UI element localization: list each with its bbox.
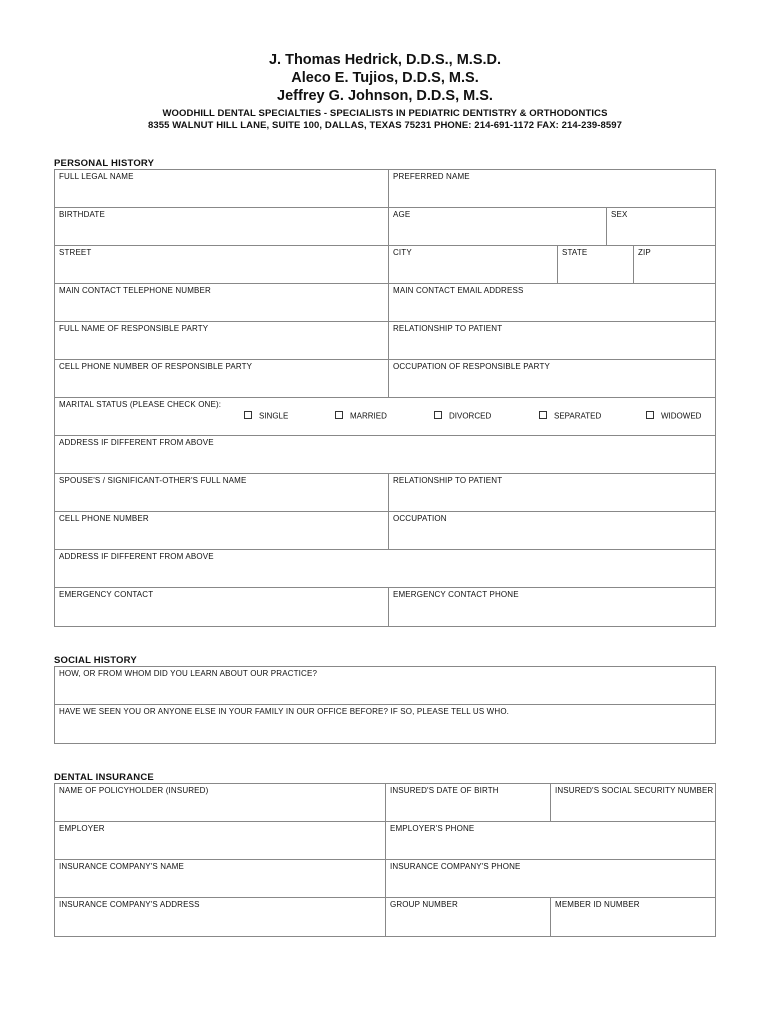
field-label: OCCUPATION [393, 514, 447, 523]
field-label: ADDRESS IF DIFFERENT FROM ABOVE [59, 552, 214, 561]
dental-insurance-table [54, 783, 716, 937]
zip-field[interactable] [633, 246, 717, 283]
table-row [55, 705, 715, 743]
insurance-company-phone-field[interactable] [385, 860, 717, 897]
checkbox[interactable] [646, 411, 654, 419]
field-label: HAVE WE SEEN YOU OR ANYONE ELSE IN YOUR FAMILY IN OUR OFFICE BEFORE? IF SO, PLEASE TELL US WHO. [59, 707, 510, 716]
field-label: NAME OF POLICYHOLDER (INSURED) [59, 786, 209, 795]
field-label: CITY [393, 248, 412, 257]
sex-field[interactable] [606, 208, 717, 245]
field-label: ZIP [638, 248, 651, 257]
field-label: MEMBER ID NUMBER [555, 900, 640, 909]
spouse-relationship-field[interactable] [388, 474, 717, 511]
street-field[interactable] [55, 246, 388, 283]
field-label: OCCUPATION OF RESPONSIBLE PARTY [393, 362, 550, 371]
dental-insurance-title: DENTAL INSURANCE [54, 772, 154, 783]
table-row [55, 436, 715, 474]
table-row [55, 474, 715, 512]
table-row [55, 170, 715, 208]
employer-field[interactable] [55, 822, 385, 859]
field-label: PREFERRED NAME [393, 172, 470, 181]
table-row [55, 246, 715, 284]
responsible-cell-field[interactable] [55, 360, 388, 397]
field-label: EMERGENCY CONTACT PHONE [393, 590, 519, 599]
checkbox[interactable] [244, 411, 252, 419]
preferred-name-field[interactable] [388, 170, 717, 207]
address-different-field[interactable] [55, 436, 717, 473]
spouse-cell-field[interactable] [55, 512, 388, 549]
field-label: EMPLOYER [59, 824, 105, 833]
table-row [55, 860, 715, 898]
field-label: MAIN CONTACT EMAIL ADDRESS [393, 286, 524, 295]
field-label: EMPLOYER'S PHONE [390, 824, 475, 833]
field-label: AGE [393, 210, 411, 219]
field-label: FULL NAME OF RESPONSIBLE PARTY [59, 324, 209, 333]
personal-history-table [54, 169, 716, 627]
insured-ssn-field[interactable] [550, 784, 717, 821]
marital-status-row [55, 398, 715, 436]
marital-option-separated[interactable]: SEPARATED [539, 411, 601, 421]
field-label: ADDRESS IF DIFFERENT FROM ABOVE [59, 438, 214, 447]
field-label: RELATIONSHIP TO PATIENT [393, 476, 503, 485]
table-row [55, 822, 715, 860]
spouse-name-field[interactable] [55, 474, 388, 511]
personal-history-title: PERSONAL HISTORY [54, 158, 155, 169]
table-row [55, 512, 715, 550]
field-label: INSURANCE COMPANY'S NAME [59, 862, 184, 871]
table-row [55, 360, 715, 398]
main-phone-field[interactable] [55, 284, 388, 321]
marital-option-widowed[interactable]: WIDOWED [646, 411, 701, 421]
field-label: INSURED'S SOCIAL SECURITY NUMBER [555, 786, 714, 795]
doctor-name-1: J. Thomas Hedrick, D.D.S., M.S.D. [268, 52, 502, 68]
field-label: FULL LEGAL NAME [59, 172, 134, 181]
table-row [55, 550, 715, 588]
marital-option-divorced[interactable]: DIVORCED [434, 411, 491, 421]
full-legal-name-field[interactable] [55, 170, 388, 207]
practice-address: 8355 WALNUT HILL LANE, SUITE 100, DALLAS, TEXAS 75231 PHONE: 214-691-1172 FAX: 214-239-8597 [147, 120, 623, 131]
table-row [55, 284, 715, 322]
practice-name: WOODHILL DENTAL SPECIALTIES - SPECIALISTS IN PEDIATRIC DENTISTRY & ORTHODONTICS [162, 108, 608, 119]
social-history-title: SOCIAL HISTORY [54, 655, 137, 666]
field-label: CELL PHONE NUMBER OF RESPONSIBLE PARTY [59, 362, 253, 371]
field-label: INSURED'S DATE OF BIRTH [390, 786, 499, 795]
checkbox[interactable] [434, 411, 442, 419]
group-number-field[interactable] [385, 898, 550, 936]
spouse-address-different-field[interactable] [55, 550, 717, 587]
field-label: SEX [611, 210, 628, 219]
doctor-name-2: Aleco E. Tujios, D.D.S, M.S. [291, 70, 479, 86]
table-row [55, 208, 715, 246]
checkbox[interactable] [335, 411, 343, 419]
doctor-name-3: Jeffrey G. Johnson, D.D.S, M.S. [277, 88, 493, 104]
spouse-occupation-field[interactable] [388, 512, 717, 549]
marital-option-married[interactable]: MARRIED [335, 411, 387, 421]
field-label: HOW, OR FROM WHOM DID YOU LEARN ABOUT OUR PRACTICE? [59, 669, 318, 678]
form-header [0, 51, 770, 132]
insurance-company-address-field[interactable] [55, 898, 385, 936]
responsible-occupation-field[interactable] [388, 360, 717, 397]
table-row [55, 784, 715, 822]
employer-phone-field[interactable] [385, 822, 717, 859]
member-id-field[interactable] [550, 898, 717, 936]
checkbox[interactable] [539, 411, 547, 419]
relationship-field[interactable] [388, 322, 717, 359]
social-history-table [54, 666, 716, 744]
insurance-company-name-field[interactable] [55, 860, 385, 897]
marital-status-field [55, 398, 717, 435]
age-field[interactable] [388, 208, 606, 245]
table-row [55, 322, 715, 360]
birthdate-field[interactable] [55, 208, 388, 245]
field-label: STREET [59, 248, 92, 257]
field-label: INSURANCE COMPANY'S ADDRESS [59, 900, 200, 909]
field-label: STATE [562, 248, 588, 257]
table-row [55, 588, 715, 626]
field-label: RELATIONSHIP TO PATIENT [393, 324, 503, 333]
field-label: MAIN CONTACT TELEPHONE NUMBER [59, 286, 211, 295]
field-label: BIRTHDATE [59, 210, 105, 219]
policyholder-field[interactable] [55, 784, 385, 821]
marital-option-single[interactable]: SINGLE [244, 411, 288, 421]
field-label: EMERGENCY CONTACT [59, 590, 154, 599]
emergency-phone-field[interactable] [388, 588, 717, 626]
marital-status-label: MARITAL STATUS (PLEASE CHECK ONE): [59, 400, 222, 409]
city-field[interactable] [388, 246, 557, 283]
state-field[interactable] [557, 246, 633, 283]
table-row [55, 898, 715, 936]
insured-dob-field[interactable] [385, 784, 550, 821]
responsible-party-name-field[interactable] [55, 322, 388, 359]
seen-before-field[interactable] [55, 705, 717, 743]
field-label: GROUP NUMBER [390, 900, 458, 909]
learn-about-practice-field[interactable] [55, 667, 717, 704]
field-label: INSURANCE COMPANY'S PHONE [390, 862, 521, 871]
table-row [55, 667, 715, 705]
main-email-field[interactable] [388, 284, 717, 321]
field-label: CELL PHONE NUMBER [59, 514, 149, 523]
emergency-contact-field[interactable] [55, 588, 388, 626]
field-label: SPOUSE'S / SIGNIFICANT-OTHER'S FULL NAME [59, 476, 247, 485]
